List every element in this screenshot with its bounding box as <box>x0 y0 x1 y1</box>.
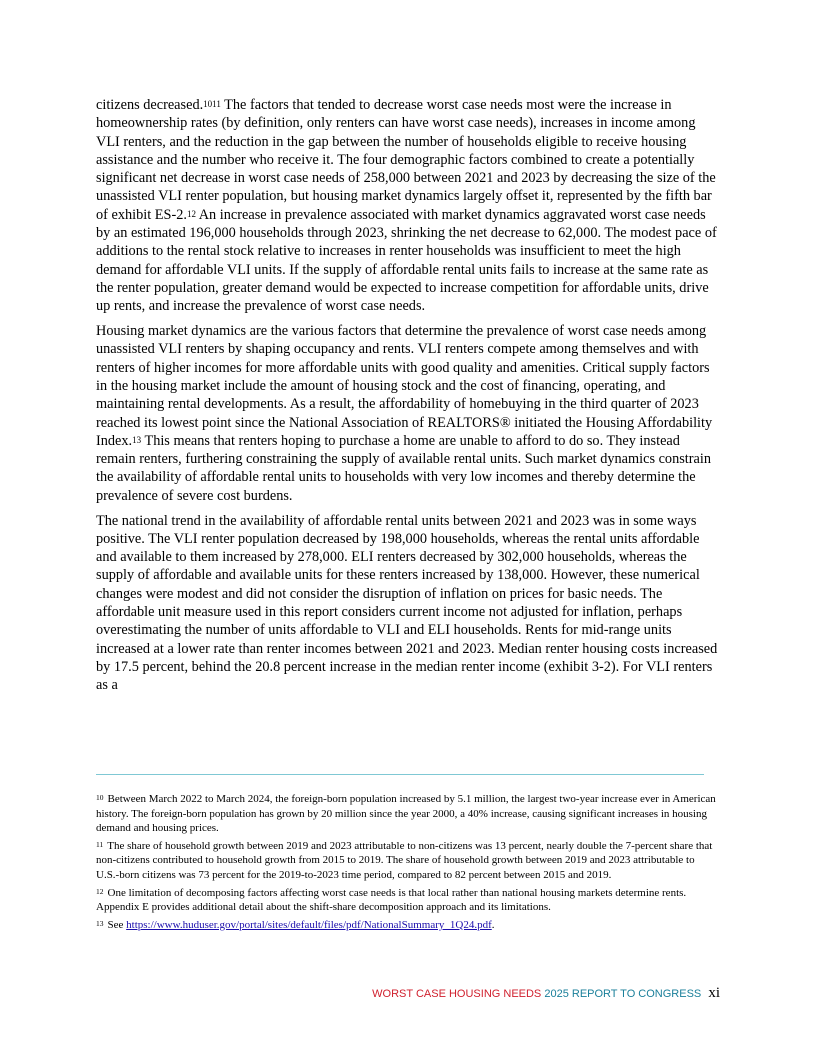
footnote-12: $^{12}$ One limitation of decomposing factors affecting worst case needs is that local rather than national housing markets determine rents. Appendix E provides additional detail about the shift-share decomposition approach and its limitations. <box>96 886 687 914</box>
footnote-10: $^{10}$ Between March 2022 to March 2024, the foreign-born population increased by 5.1 million, the largest two-year increase ever in American history. The foreign-born population has grown by 20 million since the year 2000, a 40% increase, causing significant increases in housing demand and housing prices. <box>96 793 716 835</box>
footnote-ref-13[interactable]: 13 <box>132 434 142 445</box>
footnote-divider <box>96 774 704 775</box>
footer-report-title: WORST CASE HOUSING NEEDS <box>372 988 542 1000</box>
paragraph-2: Housing market dynamics are the various factors that determine the prevalence of worst case needs among unassisted VLI renters by shaping occupancy and rents. VLI renters compete among themselves and with renters of higher incomes for more affordable units with good quality and amenities. Critical supply factors in the housing market include the amount of housing stock and the cost of financing, operating, and maintaining rental developments. As a result, the affordability of homebuying in the third quarter of 2023 reached its lowest point since the National Association of REALTORS® initiated the Housing Affordability Index.$^{13}$ This means that renters hoping to purchase a home are unable to afford to do so. They instead remain renters, furthering constraining the supply of available rental units. Such market dynamics constrain the availability of affordable rental units to households with very low incomes and thereby determine the prevalence of severe cost burdens. <box>96 323 713 504</box>
page-footer <box>372 985 720 1002</box>
footnote-11: $^{11}$ The share of household growth between 2019 and 2023 attributable to non-citizens was 13 percent, nearly double the 7-percent share that non-citizens contributed to household growth from 2015 to 2019. The share of household growth between 2019 and 2023 attributable to U.S.-born citizens was 73 percent for the 2019-to-2023 time period, compared to 82 percent between 2015 and 2019. <box>96 839 713 881</box>
footnote-13: $^{13}$ See https://www.huduser.gov/portal/sites/default/files/pdf/NationalSummary_1Q24.pdf. <box>96 918 495 931</box>
page-number: xi <box>708 985 720 1001</box>
footnote-ref-12[interactable]: 12 <box>186 208 196 219</box>
paragraph-1: citizens decreased.$^{1011}$ The factors that tended to decrease worst case needs most were the increase in homeownership rates (by definition, only renters can have worst case needs), increases in income among VLI renters, and the reduction in the gap between the number of households eligible to receive housing assistance and the number who receive it. The four demographic factors combined to create a potentially significant net decrease in worst case needs of 258,000 between 2021 and 2023 by decreasing the size of the unassisted VLI renter population, but housing market dynamics largely offset it, represented by the fifth bar of exhibit ES-2.12 An increase in prevalence associated with market dynamics aggravated worst case needs by an estimated 196,000 households through 2023, shrinking the net decrease to 62,000. The modest pace of additions to the rental stock relative to increases in renter households was insufficient to meet the high demand for affordable VLI units. If the supply of affordable rental units fails to increase at the same rate as the renter population, greater demand would be expected to increase competition for affordable units, drive up rents, and increase the prevalence of worst case needs. <box>96 97 717 315</box>
footnotes <box>96 792 720 935</box>
footer-report-subtitle: 2025 REPORT TO CONGRESS <box>544 988 702 1000</box>
footnote-13-link[interactable]: https://www.huduser.gov/portal/sites/default/files/pdf/NationalSummary_1Q24.pdf <box>126 918 492 931</box>
body-text <box>96 96 720 701</box>
paragraph-3: The national trend in the availability of affordable rental units between 2021 and 2023 was in some ways positive. The VLI renter population decreased by 198,000 households, whereas the rental units affordable and available to them increased by 278,000. ELI renters decreased by 302,000 households, whereas the supply of affordable and available units for these renters increased by 138,000. However, these numerical changes were modest and did not consider the disruption of inflation on prices for basic needs. The affordable unit measure used in this report considers current income not adjusted for inflation, perhaps overestimating the number of units affordable to VLI and ELI households. Rents for mid-range units increased at a lower rate than renter incomes between 2021 and 2023. Median renter housing costs increased by 17.5 percent, behind the 20.8 percent increase in the median renter income (exhibit 3-2). For VLI renters as a <box>96 512 718 694</box>
footnote-ref-10-11[interactable]: 1011 <box>203 99 221 109</box>
